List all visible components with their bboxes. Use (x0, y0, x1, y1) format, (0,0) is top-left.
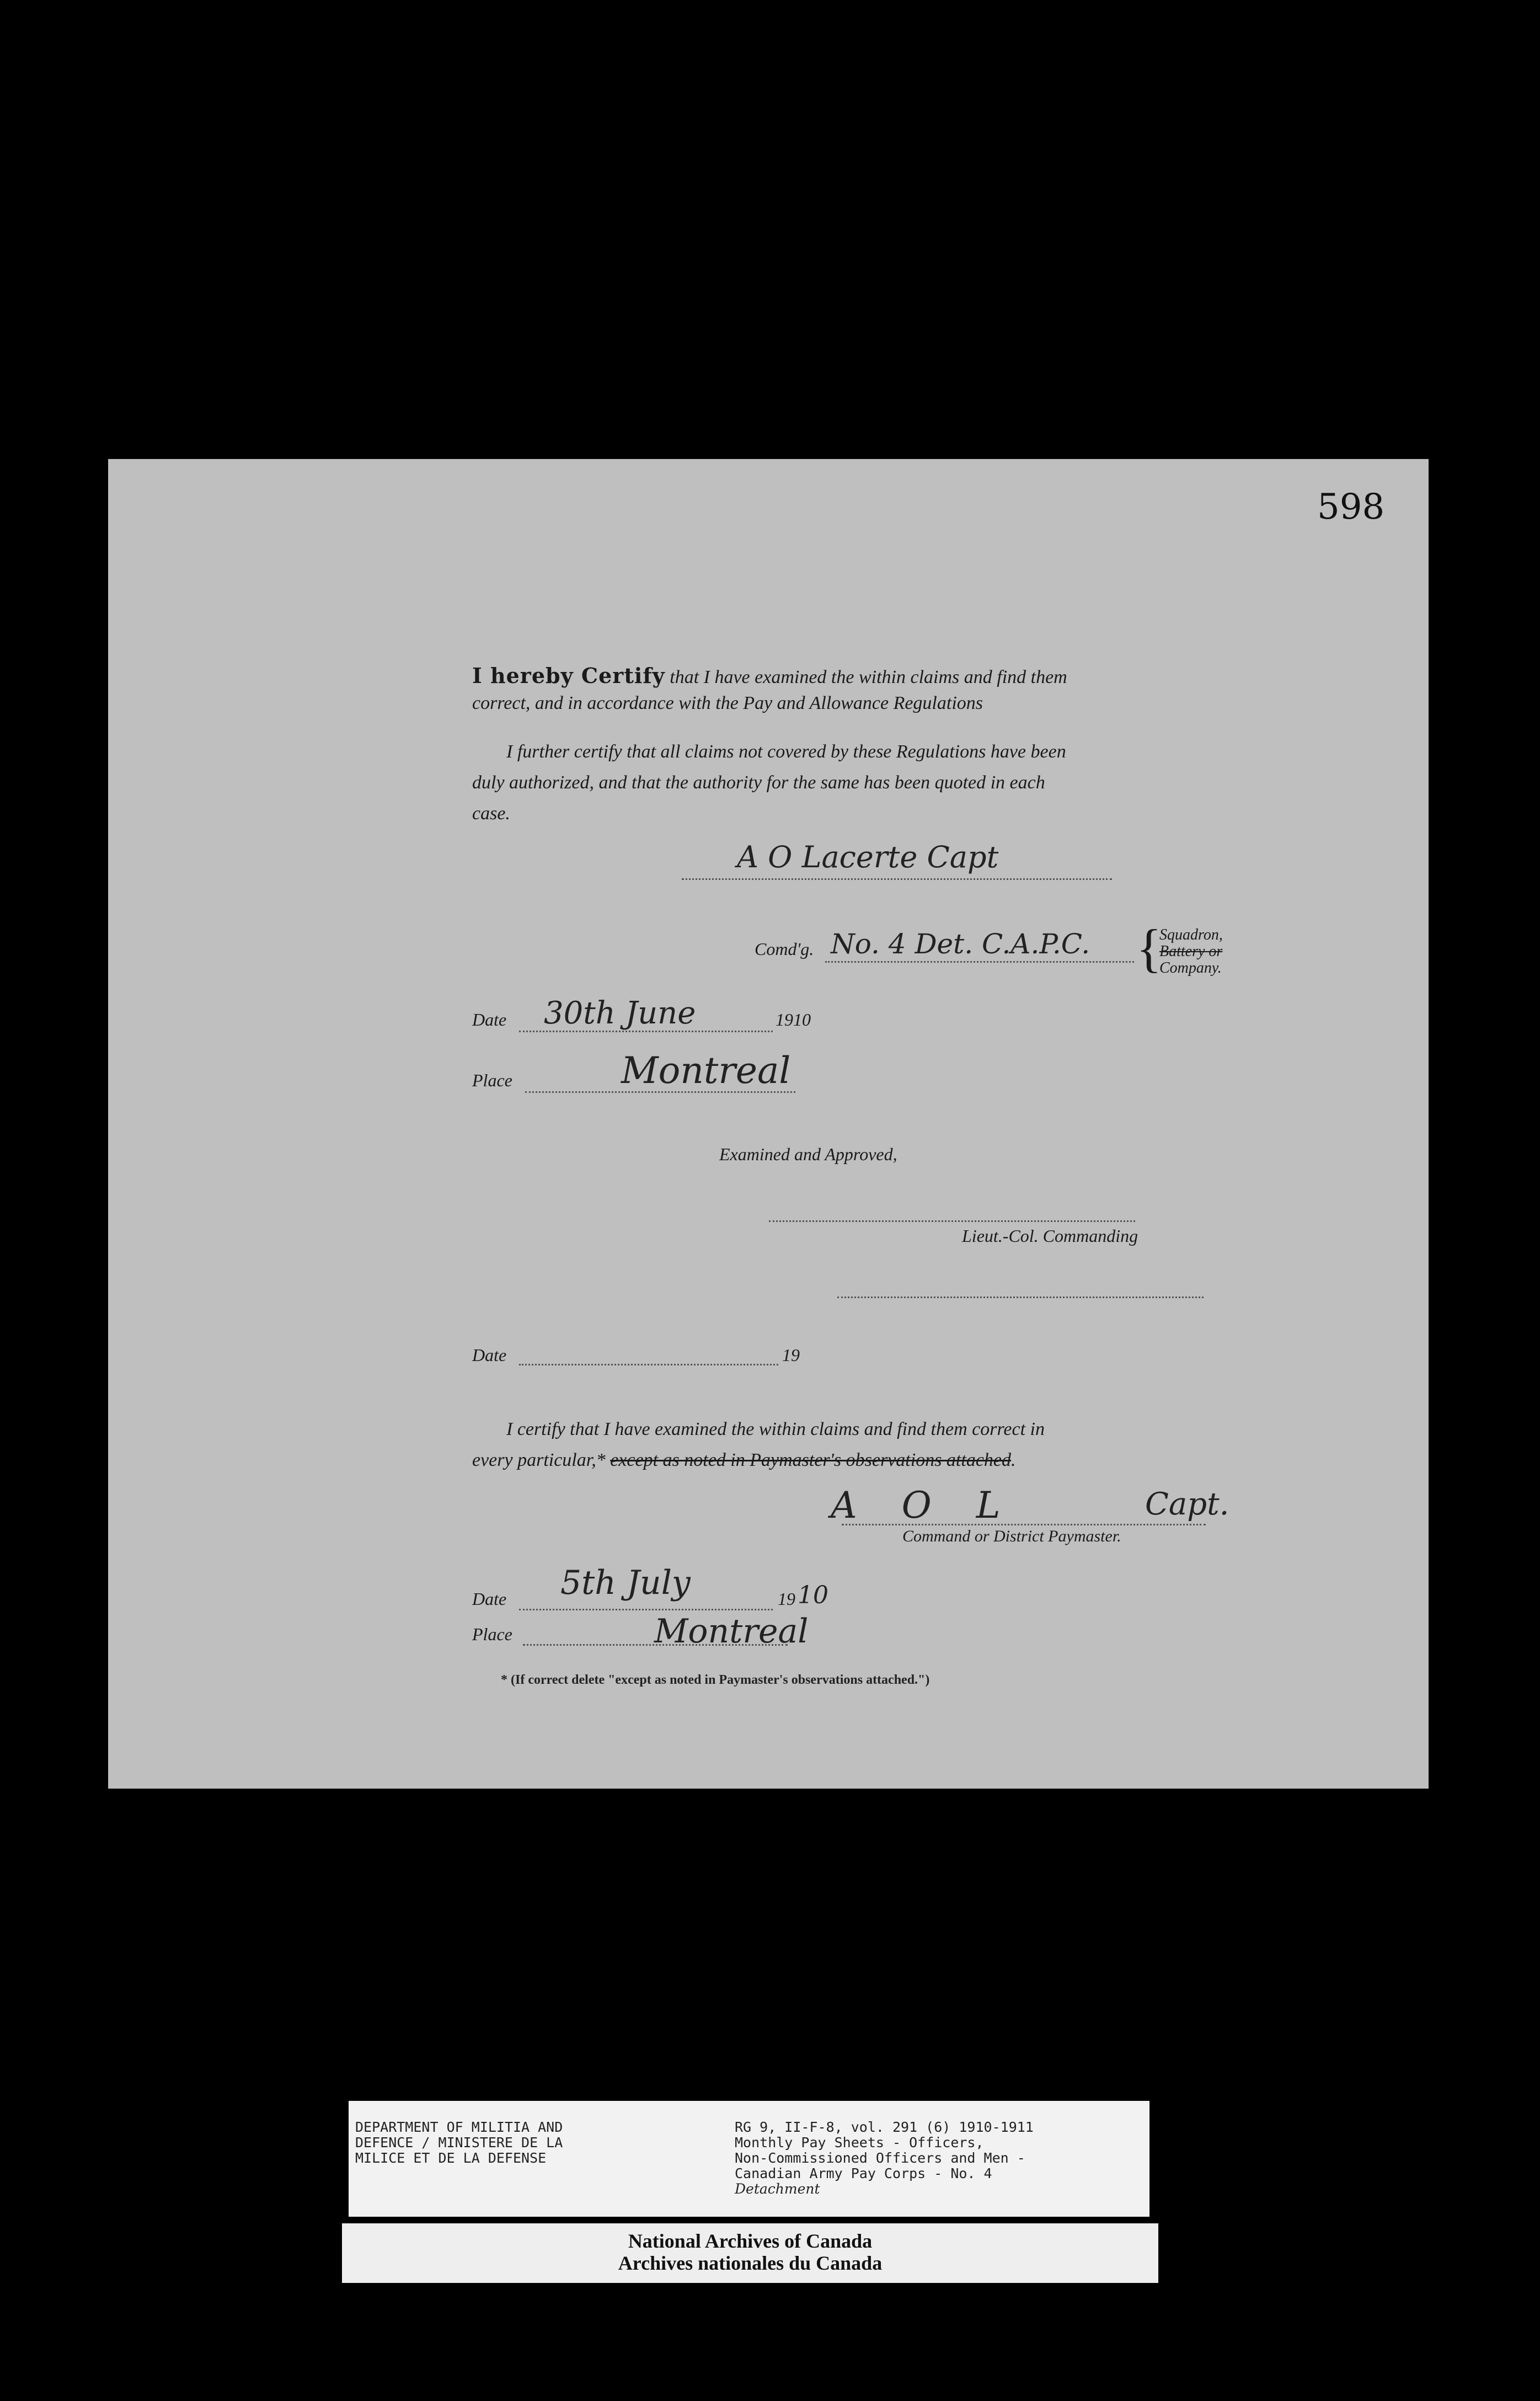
paymaster-sig-suffix: Capt. (1145, 1486, 1229, 1522)
place1-label: Place (472, 1070, 512, 1090)
paymaster-cert-line-1: I certify that I have examined the within claims and find them correct in (506, 1419, 1045, 1439)
comdg-line (825, 961, 1134, 963)
place1-value: Montreal (621, 1049, 791, 1092)
archive-label-right (735, 2120, 1034, 2197)
unit-options (1159, 927, 1223, 977)
approval-heading: Examined and Approved, (719, 1144, 897, 1164)
paymaster-signature: A O L (831, 1484, 1017, 1527)
lieut-signature-line (769, 1220, 1135, 1222)
date1-day-month: 30th June (544, 995, 696, 1031)
archive-label-left (355, 2120, 563, 2166)
paymaster-cert-line-2 (472, 1450, 1016, 1471)
paymaster-cert-line2-end: . (1011, 1450, 1016, 1470)
footnote: * (If correct delete "except as noted in Paymaster's observations attached.") (501, 1673, 930, 1687)
signature-line (682, 878, 1112, 880)
lieut-col-label: Lieut.-Col. Commanding (962, 1226, 1138, 1246)
place3-label: Place (472, 1624, 512, 1644)
date1-year: 1910 (776, 1010, 811, 1029)
archive-name-bar (342, 2223, 1158, 2283)
date2-label: Date (472, 1345, 507, 1365)
date2-year: 19 (782, 1345, 800, 1365)
archive-right-line-2: Monthly Pay Sheets - Officers, (735, 2135, 984, 2151)
archive-name-english: National Archives of Canada (628, 2230, 873, 2252)
cert-para2-line-3: case. (472, 803, 510, 824)
date3-label: Date (472, 1589, 507, 1609)
archive-right-line-1: RG 9, II-F-8, vol. 291 (6) 1910-1911 (735, 2119, 1034, 2135)
unit-option-company: Company. (1159, 959, 1222, 977)
comdg-label: Comd'g. (755, 939, 814, 959)
archive-name-french: Archives nationales du Canada (618, 2252, 883, 2274)
cert-line-2: correct, and in accordance with the Pay and Allowance Regulations (472, 693, 983, 713)
archive-reference-label (349, 2101, 1149, 2217)
date3-year-hand: 10 (798, 1581, 828, 1609)
archive-left-line-2: DEFENCE / MINISTERE DE LA (355, 2135, 563, 2151)
unit-option-squadron: Squadron, (1159, 926, 1223, 943)
date2-line (519, 1364, 778, 1365)
cert-line-1 (472, 663, 1067, 688)
archive-left-line-1: DEPARTMENT OF MILITIA AND (355, 2119, 563, 2135)
paymaster-cert-line2-start: every particular,* (472, 1450, 606, 1470)
cert-para2-line-1: I further certify that all claims not covered by these Regulations have been (506, 741, 1066, 762)
archive-left-line-3: MILICE ET DE LA DEFENSE (355, 2150, 547, 2166)
comdg-value: No. 4 Det. C.A.P.C. (831, 928, 1090, 960)
unit-brace: { (1136, 919, 1162, 978)
approval-extra-line (837, 1296, 1204, 1298)
cert-heading: I hereby Certify (472, 663, 665, 688)
date1-label: Date (472, 1010, 507, 1029)
date3-day-month: 5th July (560, 1564, 691, 1602)
commander-signature: A O Lacerte Capt (737, 840, 999, 874)
archive-right-line-5: Detachment (735, 2181, 820, 2197)
archive-right-line-3: Non-Commissioned Officers and Men - (735, 2150, 1025, 2166)
unit-option-battery: Battery or (1159, 943, 1223, 960)
cert-para2-line-2: duly authorized, and that the authority for the same has been quoted in each (472, 772, 1045, 793)
date3-line (519, 1609, 773, 1610)
document-sheet (108, 459, 1429, 1789)
archive-right-line-4: Canadian Army Pay Corps - No. 4 (735, 2165, 992, 2181)
paymaster-title: Command or District Paymaster. (902, 1527, 1121, 1545)
place3-value: Montreal (654, 1612, 809, 1651)
cert-line1-text: that I have examined the within claims and find them (670, 667, 1067, 687)
page-number: 598 (1317, 487, 1385, 527)
paymaster-cert-struck-text: except as noted in Paymaster's observations attached (610, 1450, 1012, 1470)
date3-year-printed: 19 (778, 1589, 795, 1609)
